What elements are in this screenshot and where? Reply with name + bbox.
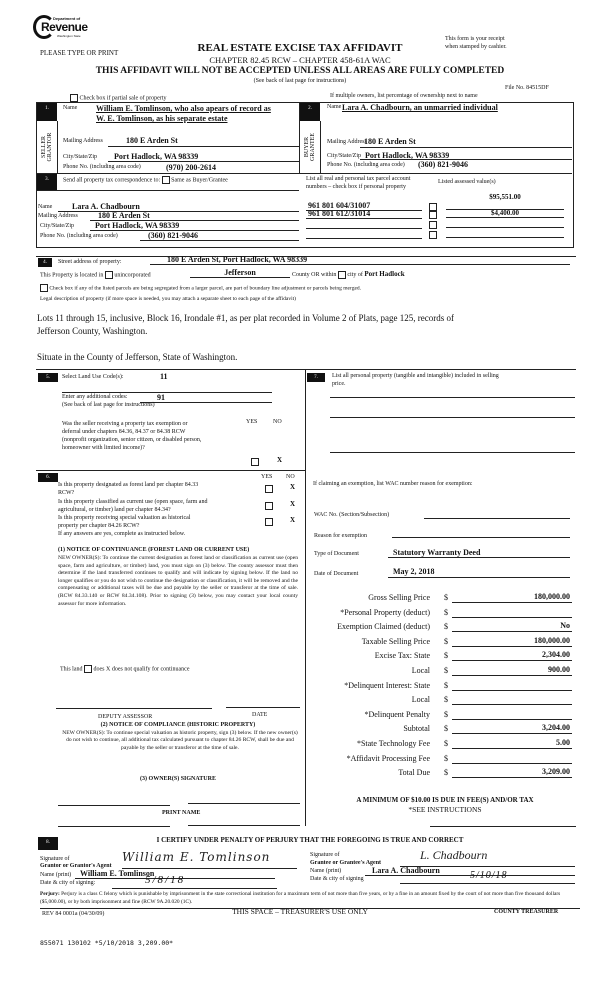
amount-value[interactable]: 3,204.00	[542, 723, 570, 732]
currency-symbol: $	[444, 622, 448, 631]
reason-field[interactable]	[392, 537, 570, 538]
grantor-signature-label-1: Signature of	[40, 856, 70, 862]
s6-yes-checkbox[interactable]	[265, 502, 273, 510]
amount-label: *Personal Property (deduct)	[340, 608, 430, 617]
multiple-owners-note: If multiple owners, list percentage of ownership next to name	[330, 93, 478, 99]
city-field[interactable]: Port Hadlock	[364, 270, 405, 278]
currency-symbol: $	[444, 666, 448, 675]
amount-value[interactable]: 180,000.00	[534, 636, 570, 645]
partial-sale	[70, 94, 166, 102]
minimum-due-note: A MINIMUM OF $10.00 IS DUE IN FEE(S) AND/OR TAX	[356, 796, 534, 804]
personal-property-label-1: List all personal property (tangible and intangible) included in selling	[332, 373, 499, 379]
amount-value[interactable]: 900.00	[548, 665, 570, 674]
street-label: Street address of property:	[58, 259, 122, 265]
currency-symbol: $	[444, 593, 448, 602]
notice-2-title: (2) NOTICE OF COMPLIANCE (HISTORIC PROPERTY)	[100, 722, 256, 728]
seller-mail-field[interactable]: 180 E Arden St	[126, 136, 178, 145]
grantor-date-field[interactable]: 5/8/18	[145, 874, 186, 886]
notice-1-title: (1) NOTICE OF CONTINUANCE (FOREST LAND OR CURRENT USE)	[58, 547, 250, 553]
s6-yes-header: YES	[261, 474, 273, 480]
grantee-signature[interactable]: L. Chadbourn	[420, 848, 488, 862]
amount-label: Excise Tax: State	[374, 651, 430, 660]
amount-label: Gross Selling Price	[368, 593, 430, 602]
grantee-signature-label-2: Grantee or Grantee's Agent	[310, 860, 382, 866]
owner-signature-line-1[interactable]	[58, 805, 170, 806]
s6-question: Is this property designated as forest land per chapter 84.33	[58, 482, 199, 488]
seller-side-label: SELLER GRANTOR	[37, 121, 58, 173]
reason-label: Reason for exemption	[314, 533, 367, 539]
exemption-question-4: homeowner with limited income)?	[62, 445, 145, 451]
seller-name-line-1[interactable]: William E. Tomlinson, who also apears of record as	[96, 104, 271, 113]
exemption-no-mark[interactable]: X	[277, 456, 283, 464]
personal-property-line-2[interactable]	[330, 417, 575, 418]
county-field[interactable]: Jefferson	[224, 268, 256, 277]
s6-no-mark[interactable]: X	[290, 483, 296, 491]
file-number: File No. 84515DF	[505, 85, 549, 91]
if-yes-note: If any answers are yes, complete as instructed below.	[58, 531, 186, 537]
doc-date-label: Date of Document	[314, 571, 359, 577]
assessed-label: Listed assessed value(s)	[438, 179, 496, 185]
county-treasurer-label: COUNTY TREASURER	[494, 909, 559, 915]
s6-no-mark[interactable]: X	[290, 500, 296, 508]
doc-type-label: Type of Document	[314, 551, 359, 557]
grantor-signature[interactable]: William E. Tomlinson	[122, 850, 271, 864]
currency-symbol: $	[444, 768, 448, 777]
amount-label: Local	[411, 666, 430, 675]
section-7-badge: 7.	[307, 373, 325, 382]
amount-value[interactable]: 5.00	[556, 738, 570, 747]
grantee-name-field[interactable]: Lara A. Chadbourn	[372, 866, 440, 875]
seller-phone-label: Phone No. (including area code)	[63, 164, 141, 170]
exemption-question-2: deferral under chapters 84.36, 84.37 or 84.38 RCW	[62, 429, 186, 435]
section-6-badge: 6.	[38, 473, 58, 482]
wac-label: WAC No. (Section/Subsection)	[314, 512, 390, 518]
grantor-name-label: Name (print)	[40, 872, 72, 878]
grantor-signature-label-2: Grantor or Grantor's Agent	[40, 863, 112, 869]
currency-symbol: $	[444, 710, 448, 719]
owner-signature-line-2[interactable]	[188, 803, 300, 804]
personal-property-label-2: price.	[332, 381, 346, 387]
see-instructions-note: *SEE INSTRUCTIONS	[408, 805, 482, 814]
unincorporated-checkbox[interactable]	[105, 271, 113, 279]
amount-label: Exemption Claimed (deduct)	[337, 622, 430, 631]
buyer-name-label: Name	[327, 104, 342, 110]
owner-signature-label: (3) OWNER(S) SIGNATURE	[140, 776, 216, 782]
segregated-row: Check box if any of the listed parcels are being segregated from a larger parcel, are part of boundary line adjustment or parcels being merged.	[40, 284, 361, 292]
land-use-see-back: (See back of last page for instructions)	[62, 402, 155, 408]
land-use-code-field[interactable]: 11	[160, 372, 168, 381]
doc-type-field[interactable]: Statutory Warranty Deed	[393, 548, 481, 557]
amount-label: Subtotal	[403, 724, 430, 733]
assessor-date-label: DATE	[252, 712, 268, 718]
notice-2-body: NEW OWNER(S): To continue special valuation as historic property, sign (3) below. If the new owner(s) do not wish to continue, all additional tax calculated pursuant to chapter 84.26 RCW, shall be due and payable by the seller or transferor at the time of sale.	[62, 730, 298, 751]
form-revision: REV 84 0001a (04/30/09)	[42, 911, 105, 917]
print-name-label: PRINT NAME	[162, 810, 201, 816]
section-8-badge: 8.	[38, 837, 58, 850]
section-1-badge: 1.	[37, 103, 57, 121]
amount-label: *Delinquent Interest: State	[344, 681, 430, 690]
buyer-side-label: BUYER GRANTEE	[300, 121, 321, 173]
parcels-label-1: List all real and personal tax parcel account	[306, 176, 411, 182]
personal-property-checkbox[interactable]	[429, 231, 437, 239]
amount-label: Taxable Selling Price	[361, 637, 430, 646]
s6-question-cont: agricultural, or timber) land per chapter 84.34?	[58, 507, 171, 513]
corr-city-label: City/State/Zip	[40, 223, 74, 229]
buyer-mail-label: Mailing Address	[327, 139, 367, 145]
s6-no-mark[interactable]: X	[290, 516, 296, 524]
currency-symbol: $	[444, 608, 448, 617]
corr-phone-label: Phone No. (including area code)	[40, 233, 118, 239]
seller-city-field[interactable]: Port Hadlock, WA 98339	[114, 152, 199, 161]
seller-city-label: City/State/Zip	[63, 154, 97, 160]
currency-symbol: $	[444, 651, 448, 660]
s6-question-cont: property per chapter 84.26 RCW?	[58, 523, 140, 529]
wac-field[interactable]	[424, 518, 570, 519]
located-row: This Property is located in unincorporated	[40, 272, 151, 279]
s6-yes-checkbox[interactable]	[265, 518, 273, 526]
deputy-assessor-label: DEPUTY ASSESSOR	[98, 714, 153, 720]
buyer-phone-field[interactable]: (360) 821-9046	[418, 160, 468, 169]
correspondence-label: Send all property tax correspondence to: Same as Buyer/Grantee	[63, 177, 228, 184]
corr-mail-field[interactable]: 180 E Arden St	[98, 211, 150, 220]
land-use-label: Select Land Use Code(s):	[62, 374, 124, 380]
no-header: NO	[273, 419, 282, 425]
exemption-label: If claiming an exemption, list WAC number reason for exemption:	[313, 481, 473, 487]
s6-no-header: NO	[286, 474, 295, 480]
currency-symbol: $	[444, 739, 448, 748]
amount-label: *State Technology Fee	[356, 739, 430, 748]
seller-mail-label: Mailing Address	[63, 138, 103, 144]
parcel-number[interactable]: 961 801 604/31007	[308, 201, 371, 210]
continuance-row: This land does X does not qualify for continuance	[60, 666, 190, 673]
does-qualify-checkbox[interactable]	[84, 665, 92, 673]
street-field[interactable]: 180 E Arden St, Port Hadlock, WA 98339	[167, 255, 308, 264]
see-back: (See back of last page for instructions)	[253, 78, 347, 84]
legal-description-line-3[interactable]: Situate in the County of Jefferson, State of Washington.	[37, 352, 238, 362]
currency-symbol: $	[444, 754, 448, 763]
personal-property-checkbox[interactable]	[429, 211, 437, 219]
buyer-city-label: City/State/Zip	[327, 153, 361, 159]
section-4-badge: 4.	[38, 258, 52, 267]
amount-label: *Affidavit Processing Fee	[346, 754, 430, 763]
grantee-date-field[interactable]: 5/10/18	[470, 870, 508, 881]
seller-name-label: Name	[63, 105, 78, 111]
grantee-date-label: Date & city of signing	[310, 876, 364, 882]
s6-yes-checkbox[interactable]	[265, 485, 273, 493]
personal-property-line-3[interactable]	[330, 452, 575, 453]
amount-value[interactable]: No	[560, 621, 570, 630]
partial-sale-checkbox[interactable]	[70, 94, 78, 102]
parcels-label-2: numbers – check box if personal property	[306, 184, 406, 190]
logo-main-text: Revenue	[41, 20, 88, 34]
assessed-value[interactable]: $4,400.00	[491, 209, 519, 217]
notice-1-body: NEW OWNER(S): To continue the current designation as forest land or classification as current use (open space, farm and agriculture, or timber) land, you must sign on (3) below. The county assessor must then determine if the land transferred continues to qualify and will indicate by signing below. If the land no longer qualifies or you do not wish to continue the designation or classification, it will be removed and the compensating or additional taxes will be due and payable by the seller or transferor at the time of sale. (RCW 84.33.140 or RCW 84.34.108). Prior to signing (3) below, you may contact your local county assessor for more information.	[58, 555, 298, 607]
s6-question: Is this property receiving special valuation as historical	[58, 515, 191, 521]
additional-codes-label: Enter any additional codes:	[62, 394, 128, 400]
amount-label: *Delinquent Penalty	[364, 710, 430, 719]
please-type: PLEASE TYPE OR PRINT	[40, 49, 119, 57]
buyer-name-field[interactable]: Lara A. Chadbourn, an unmarried individual	[342, 103, 498, 112]
treasurer-use-label: THIS SPACE – TREASURER'S USE ONLY	[232, 907, 368, 916]
parcel-number[interactable]: 961 801 612/31014	[308, 209, 371, 218]
seller-name-line-2[interactable]: W. E. Tomlinson, as his separate estate	[96, 114, 228, 123]
amount-label: Total Due	[398, 768, 430, 777]
doc-date-field[interactable]: May 2, 2018	[393, 567, 435, 576]
city-checkbox[interactable]	[338, 271, 346, 279]
corr-name-field[interactable]: Lara A. Chadbourn	[72, 202, 140, 211]
within-city-row: County OR within city of Port Hadlock	[292, 270, 405, 278]
assessed-value[interactable]: $95,551.00	[489, 193, 521, 201]
grantor-name-field[interactable]: William E. Tomlinson	[80, 869, 155, 878]
buyer-mail-field[interactable]: 180 E Arden St	[364, 137, 416, 146]
currency-symbol: $	[444, 681, 448, 690]
currency-symbol: $	[444, 637, 448, 646]
s6-question: Is this property classified as current use (open space, farm and	[58, 499, 208, 505]
personal-property-line-1[interactable]	[330, 397, 575, 398]
grantee-name-label: Name (print)	[310, 868, 342, 874]
corr-name-label: Name	[38, 204, 53, 210]
legal-description-line-2[interactable]: Jefferson County, Washington.	[37, 326, 148, 336]
legal-description-line-1[interactable]: Lots 11 through 15, inclusive, Block 16, Irondale #1, as per plat recorded in Volume 2 of Plats, page 125, records of	[37, 313, 454, 323]
revenue-logo	[33, 15, 93, 45]
form-warning: THIS AFFIDAVIT WILL NOT BE ACCEPTED UNLESS ALL AREAS ARE FULLY COMPLETED	[95, 66, 505, 76]
section-3-badge: 3.	[37, 174, 57, 190]
segregated-checkbox[interactable]	[40, 284, 48, 292]
legal-description-label: Legal description of property (if more space is needed, you may attach a separate sheet to each page of the affidavit)	[40, 296, 296, 302]
exemption-yes-checkbox[interactable]	[251, 458, 259, 466]
partial-sale-label: Check box if partial sale of property	[79, 95, 167, 102]
corr-phone-field[interactable]: (360) 821-9046	[148, 231, 198, 240]
deputy-assessor-line[interactable]	[56, 708, 212, 709]
form-chapters: CHAPTER 82.45 RCW – CHAPTER 458-61A WAC	[209, 55, 391, 65]
exemption-question-3: (nonprofit organization, senior citizen, or disabled person,	[62, 437, 202, 443]
logo-top-text: Department of	[53, 16, 81, 21]
receipt-note-2: when stamped by cashier.	[445, 44, 507, 50]
section-2-badge: 2.	[300, 103, 320, 121]
perjury-note: Perjury: Perjury is a class C felony which is punishable by imprisonment in the state correctional institution for a maximum term of not more than five years, or by a fine in an amount fixed by the court of not more than five thousand dollars ($5,000.00), or by both imprisonment and fine (RCW 9A.20.020 (1C).	[40, 891, 561, 905]
assessor-date-line[interactable]	[226, 707, 300, 708]
seller-phone-field[interactable]: (970) 200-2614	[166, 163, 216, 172]
buyer-phone-label: Phone No. (including area code)	[327, 162, 405, 168]
currency-symbol: $	[444, 724, 448, 733]
corr-mail-label: Mailing Address	[38, 213, 78, 219]
amount-value[interactable]: 2,304.00	[542, 650, 570, 659]
s6-question-cont: RCW?	[58, 490, 75, 496]
amount-label: Local	[411, 695, 430, 704]
receipt-note-1: This form is your receipt	[445, 36, 505, 42]
buyer-city-field[interactable]: Port Hadlock, WA 98339	[365, 151, 450, 160]
additional-codes-field[interactable]: 91	[157, 393, 165, 402]
does-not-qualify[interactable]: X does not qualify for continuance	[106, 666, 190, 673]
currency-symbol: $	[444, 695, 448, 704]
personal-property-checkbox[interactable]	[429, 203, 437, 211]
exemption-question-1: Was the seller receiving a property tax exemption or	[62, 421, 188, 427]
certify-title: I CERTIFY UNDER PENALTY OF PERJURY THAT THE FOREGOING IS TRUE AND CORRECT	[156, 836, 464, 844]
personal-property-checkbox[interactable]	[429, 221, 437, 229]
logo-sub-text: Washington State	[57, 34, 81, 38]
yes-header: YES	[246, 419, 258, 425]
cashier-stamp: 855071 130102 *5/10/2018 3,209.00*	[40, 939, 174, 947]
section-5-badge: 5.	[38, 373, 58, 382]
corr-city-field[interactable]: Port Hadlock, WA 98339	[95, 221, 180, 230]
form-title: REAL ESTATE EXCISE TAX AFFIDAVIT	[197, 42, 403, 54]
amount-value[interactable]: 3,209.00	[542, 767, 570, 776]
same-as-buyer-checkbox[interactable]	[162, 176, 170, 184]
amount-value[interactable]: 180,000.00	[534, 592, 570, 601]
grantee-signature-label-1: Signature of	[310, 852, 340, 858]
grantor-date-label: Date & city of signing:	[40, 880, 96, 886]
